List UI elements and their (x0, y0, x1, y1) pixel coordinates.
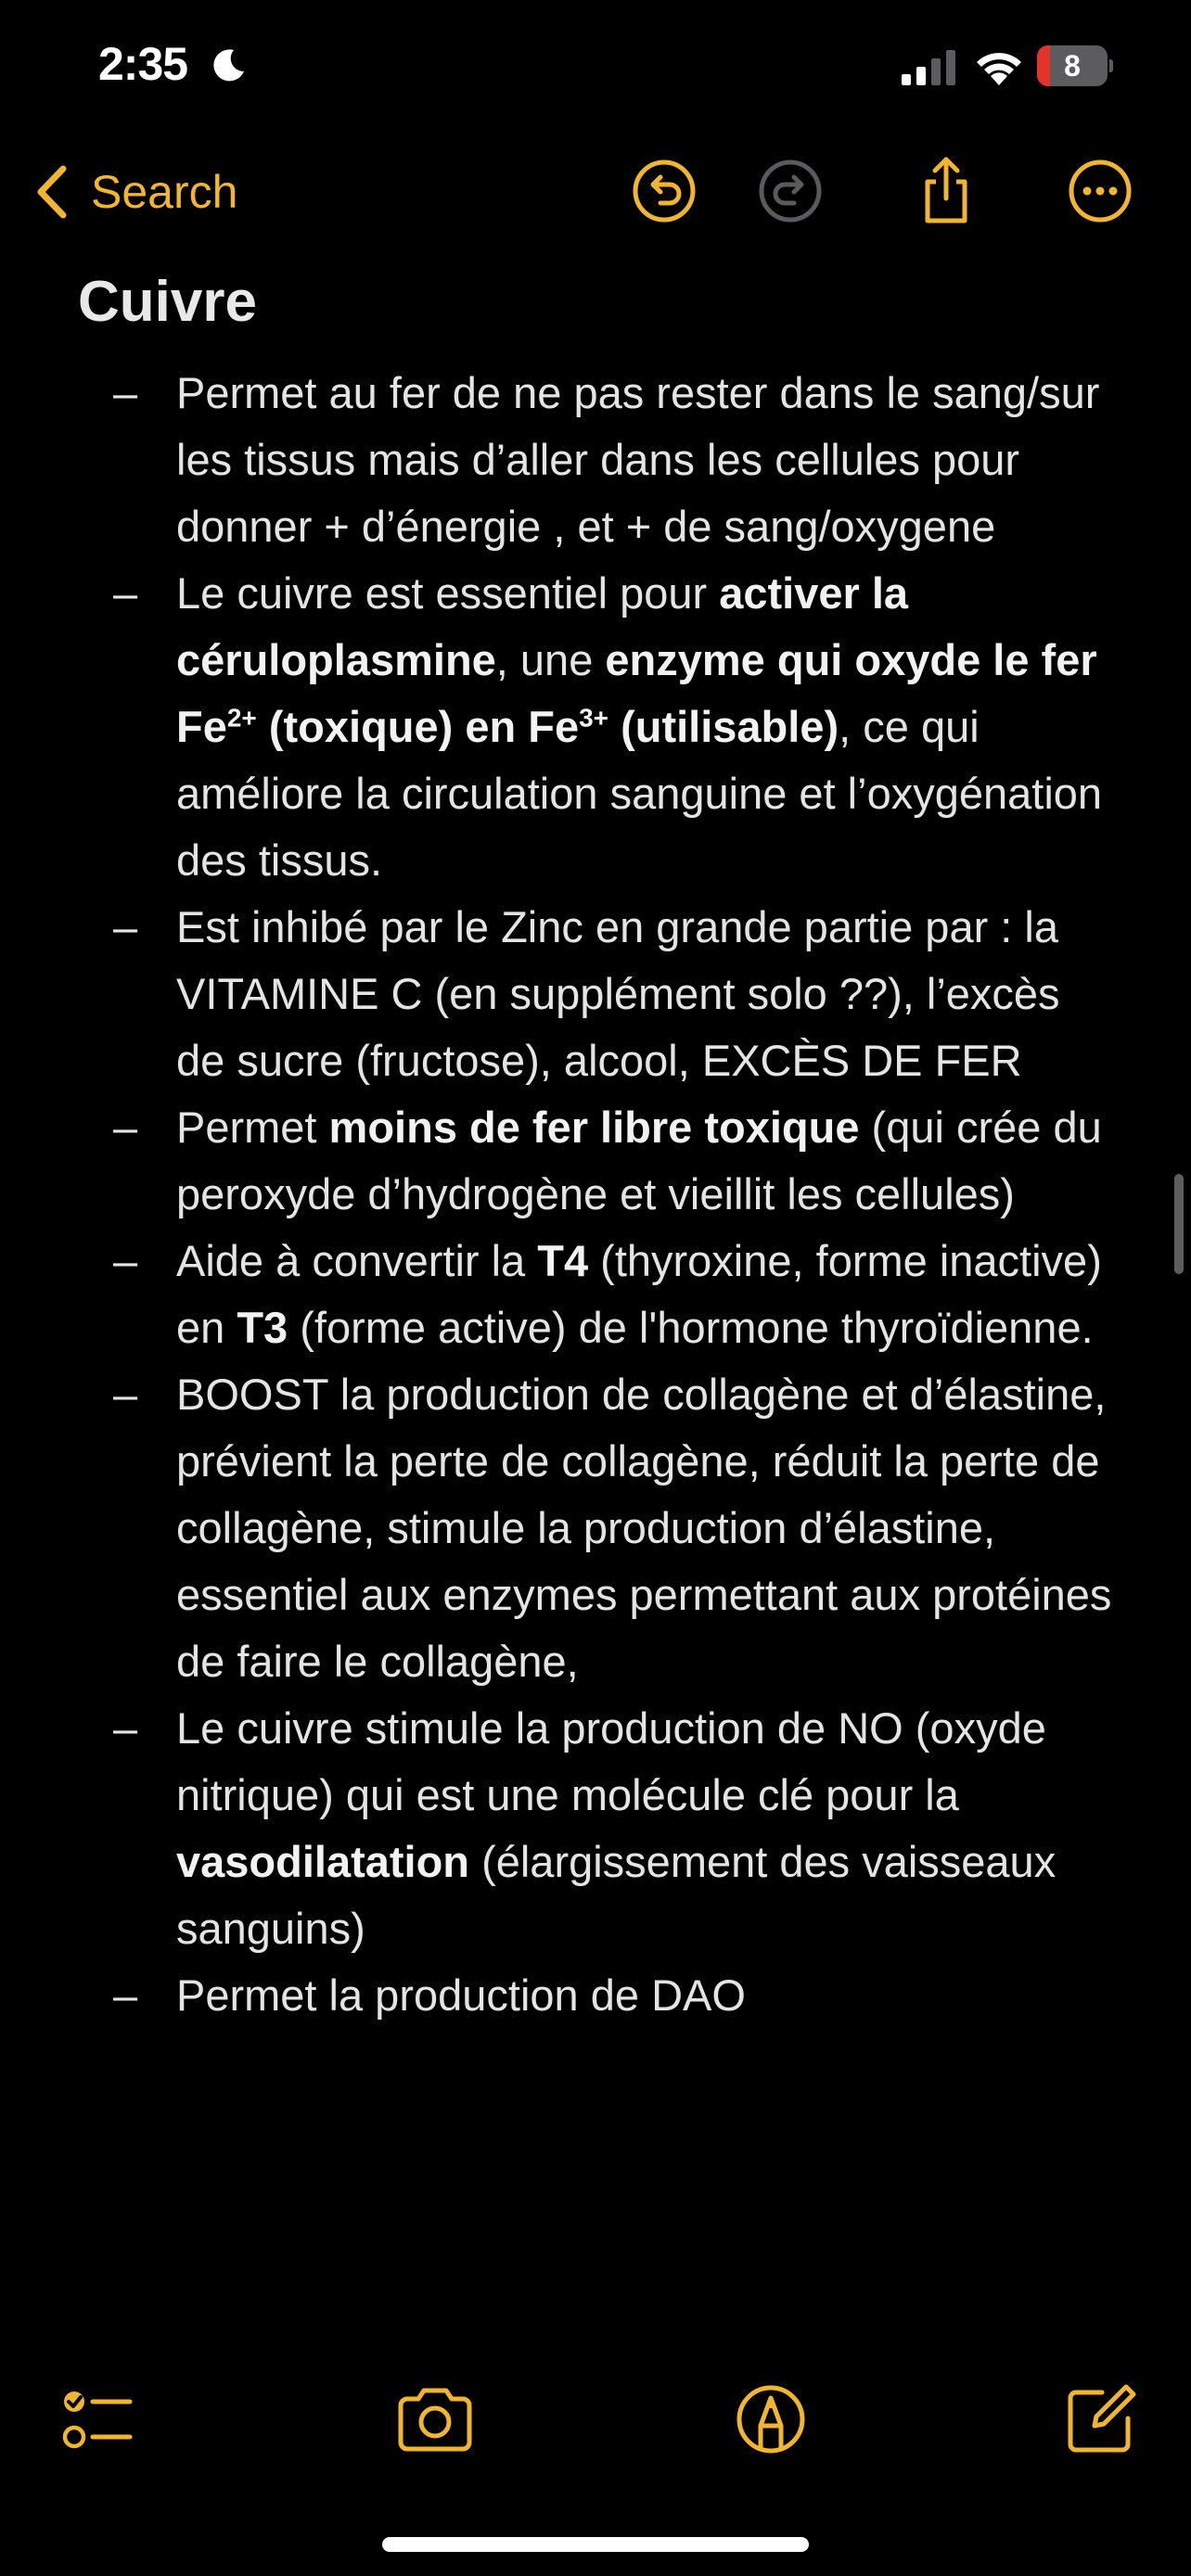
item-text: Permet (176, 1103, 329, 1152)
note-body[interactable] (0, 360, 1191, 2029)
item-text: Permet la production de DAO (176, 1970, 746, 2020)
camera-button[interactable] (395, 2379, 475, 2459)
share-icon (911, 156, 981, 226)
list-dash: – (113, 902, 138, 951)
share-button[interactable] (911, 156, 981, 226)
item-text: BOOST la production de collagène et d’élastine, prévient la perte de collagène, réduit la perte de collagène, stimule la production d’élastine, essentiel aux enzymes permettant aux protéines de faire le collagène, (176, 1370, 1112, 1686)
superscript: 3+ (579, 703, 609, 733)
redo-icon (755, 156, 826, 226)
redo-button[interactable] (755, 156, 826, 226)
list-dash: – (113, 1703, 138, 1753)
list-item (0, 1695, 1191, 1962)
checklist-button[interactable] (56, 2379, 135, 2459)
item-bold-text-part: (utilisable) (608, 702, 839, 751)
status-time: 2:35 (98, 38, 188, 90)
item-bold-text: activer la céruloplasmine (176, 568, 909, 684)
item-text: Est inhibé par le Zinc en grande partie par : la VITAMINE C (en supplément solo ??), l’excès de sucre (fructose), alcool, EXCÈS DE FER (176, 902, 1060, 1085)
item-bold-text-part: enzyme qui oxyde le fer Fe (176, 635, 1097, 751)
back-button[interactable] (33, 159, 237, 224)
list-item (0, 894, 1191, 1094)
item-bold-text: moins de fer libre toxique (328, 1103, 860, 1152)
undo-button[interactable] (629, 156, 699, 226)
list-item (0, 1361, 1191, 1695)
camera-icon (395, 2379, 475, 2459)
moon-icon (210, 46, 247, 83)
item-text: Aide à convertir la (176, 1236, 538, 1285)
item-text: (forme active) de l'hormone thyroïdienne. (288, 1303, 1094, 1352)
undo-icon (629, 156, 699, 226)
checklist-icon (56, 2379, 135, 2459)
item-text: (élargissement des vaisseaux sanguins) (176, 1837, 1057, 1953)
superscript: 2+ (226, 703, 257, 733)
list-dash: – (113, 1236, 138, 1285)
item-bold-text-part: (toxique) en Fe (256, 702, 580, 751)
list-item (0, 1228, 1191, 1361)
list-item (0, 360, 1191, 560)
back-label: Search (91, 166, 238, 218)
home-indicator[interactable] (382, 2537, 809, 2552)
item-bold-text: vasodilatation (176, 1837, 470, 1886)
list-item (0, 1094, 1191, 1228)
battery-level: 8 (1064, 49, 1081, 83)
item-text: Permet au fer de ne pas rester dans le sang/sur les tissus mais d’aller dans les cellules pour donner + d’énergie , et + de sang/oxygene (176, 368, 1100, 551)
markup-icon (731, 2379, 811, 2459)
list-dash: – (113, 368, 138, 417)
item-text: , une (495, 635, 606, 684)
chevron-left-icon (33, 163, 70, 221)
item-text: Le cuivre stimule la production de NO (oxyde nitrique) qui est une molécule clé pour la (176, 1703, 1046, 1819)
more-icon (1065, 156, 1135, 226)
compose-button[interactable] (1061, 2379, 1141, 2459)
battery-body (1037, 45, 1108, 86)
item-text: (thyroxine, forme inactive) en (176, 1236, 1102, 1352)
list-dash: – (113, 1103, 138, 1152)
item-text: Le cuivre est essentiel pour (176, 568, 720, 618)
list-item (0, 1962, 1191, 2029)
note-title[interactable]: Cuivre (78, 270, 257, 334)
item-text: (qui crée du peroxyde d’hydrogène et vieillit les cellules) (176, 1103, 1102, 1218)
cellular-signal-icon (902, 50, 957, 85)
list-dash: – (113, 568, 138, 618)
list-dash: – (113, 1370, 138, 1419)
more-button[interactable] (1065, 156, 1135, 226)
wifi-icon (974, 46, 1024, 85)
list-dash: – (113, 1970, 138, 2020)
battery-cap (1109, 59, 1113, 72)
list-item (0, 560, 1191, 894)
item-bold-text: T3 (237, 1303, 288, 1352)
item-bold-text: T4 (537, 1236, 589, 1285)
markup-button[interactable] (731, 2379, 811, 2459)
compose-icon (1061, 2379, 1141, 2459)
item-text: , ce qui améliore la circulation sanguine et l’oxygénation des tissus. (176, 702, 1103, 885)
scroll-indicator[interactable] (1174, 1174, 1184, 1274)
battery-icon (1037, 45, 1113, 86)
